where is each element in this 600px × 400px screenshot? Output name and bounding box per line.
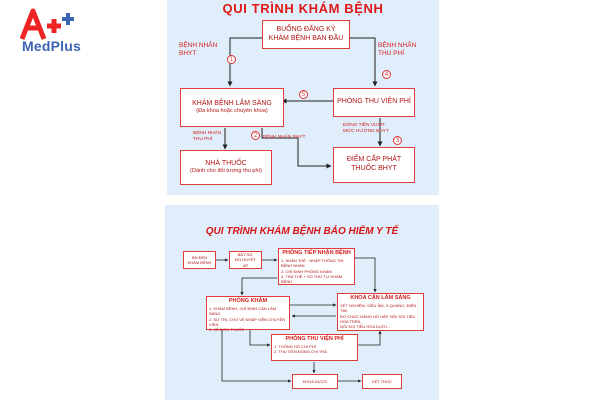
- arrow-fees-to-paraclinic: [358, 331, 380, 345]
- label-bhyt-patient-small: BỆNH NHÂN BHYT: [263, 135, 306, 140]
- start-box: BN ĐẾN KHÁM BỆNH: [183, 251, 216, 269]
- paraclinic-box: KHOA CẬN LÂM SÀNG XÉT NGHIỆM, SIÊU ÂM, X-QUANG, ĐIỆN TIM, ĐO CHỨC NĂNG HÔ HẤP, NỘI SOI TIÊU HÓA TRÊN, NỘI SOI TIÊU HÓA DƯỚI...: [337, 293, 424, 331]
- end-box: KẾT THÚC: [362, 374, 402, 389]
- step-4-badge: 4: [382, 70, 391, 79]
- drug-point-box: ĐIỂM CẤP PHÁT THUỐC BHYT: [333, 147, 415, 183]
- vitals-box: BẮT SỐ, ĐO HUYẾT ÁP: [229, 251, 262, 269]
- label-fee-patient-small: BỆNH NHÂN THU PHÍ: [193, 131, 222, 143]
- step-1-badge: 1: [227, 55, 236, 64]
- label-fee-patient: BỆNH NHÂN THU PHÍ: [378, 42, 417, 58]
- arrow-reception-to-paraclinic: [355, 258, 375, 292]
- arrow-reception-to-exam: [242, 278, 277, 295]
- pharmacy-box: NHÀ THUỐC (Dành cho đối tượng thu phí): [180, 150, 272, 185]
- logo-text: MedPlus: [22, 38, 81, 54]
- pharmacy-dept-box: KHOA DƯỢC: [292, 374, 338, 389]
- panel-2-title: QUI TRÌNH KHÁM BỆNH BẢO HIỂM Y TẾ: [205, 226, 399, 237]
- label-bhyt-patient: BỆNH NHÂN BHYT: [179, 42, 218, 58]
- step-5-badge: 5: [299, 90, 308, 99]
- exam-box: PHÒNG KHÁM 1. KHÁM BỆNH, CHỈ ĐỊNH CẬN LÂM SÀNG 2. SỬ TRỊ, CHO VỀ NHẬP VIỆN CHUYÊN VIỆN 3. KÊ ĐƠN THUỐC: [206, 296, 290, 330]
- cashier-box: PHÒNG THU VIỆN PHÍ: [333, 88, 415, 117]
- reception-box: PHÒNG TIẾP NHẬN BỆNH 1. NHẬN THẺ - NHẬP THÔNG TIN BỆNH NHÂN 2. CHỈ ĐỊNH PHÒNG KHÁM 3. TRẢ THẺ + SỐ THỨ TỰ KHÁM BỆNH: [278, 248, 355, 285]
- step-3-badge: 3: [393, 136, 402, 145]
- panel-1-title: QUI TRÌNH KHÁM BỆNH: [222, 1, 384, 16]
- register-box: BUỔNG ĐĂNG KÝ KHÁM BỆNH BAN ĐẦU: [262, 20, 350, 49]
- arrow-exam-to-fees: [250, 330, 270, 345]
- label-copay: ĐÓNG TIỀN VƯỢT MỨC HƯỞNG BHYT: [343, 123, 389, 135]
- clinic-box: KHÁM BỆNH LÂM SÀNG (Đa khoa hoặc chuyên khoa): [180, 88, 284, 127]
- step-2-badge: 2: [251, 131, 260, 140]
- fees-box: PHÒNG THU VIỆN PHÍ 1. THÔNG HỒ CHI PHÍ 2. THU TIỀN ĐỒNG CHI TRẢ: [271, 334, 358, 361]
